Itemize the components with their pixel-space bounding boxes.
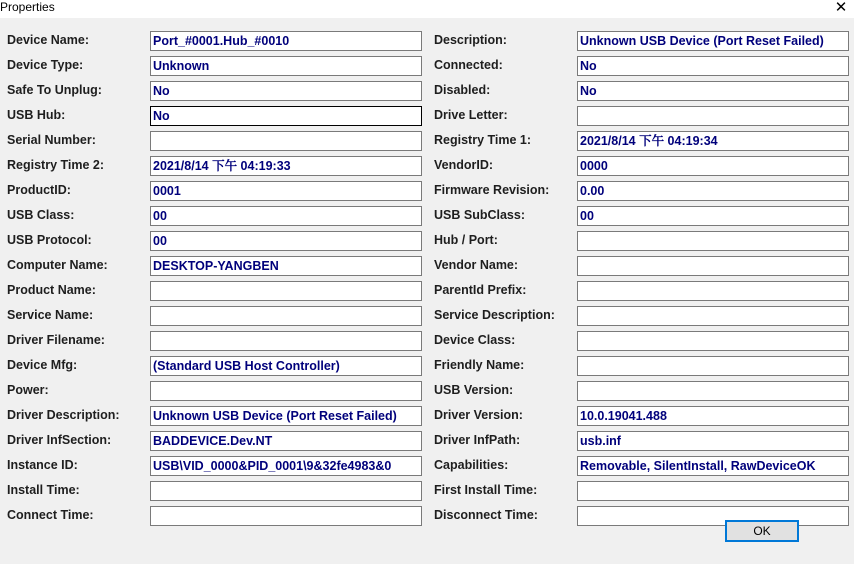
right-field-value[interactable] xyxy=(577,331,849,351)
left-field-value[interactable]: No xyxy=(150,81,422,101)
right-field-value[interactable]: 2021/8/14 下午 04:19:34 xyxy=(577,131,849,151)
right-field-label: Firmware Revision: xyxy=(434,183,550,197)
right-field-label: Disconnect Time: xyxy=(434,508,538,522)
left-field-label: USB Protocol: xyxy=(7,233,92,247)
right-field-value[interactable]: 0000 xyxy=(577,156,849,176)
right-field-label: Driver InfPath: xyxy=(434,433,521,447)
right-field-label: Description: xyxy=(434,33,507,47)
right-field-label: VendorID: xyxy=(434,158,494,172)
left-field-label: Connect Time: xyxy=(7,508,94,522)
right-field-label: USB Version: xyxy=(434,383,514,397)
title-bar xyxy=(0,0,854,18)
right-field-label: Driver Version: xyxy=(434,408,523,422)
left-field-value[interactable] xyxy=(150,381,422,401)
left-field-label: Instance ID: xyxy=(7,458,78,472)
right-field-value[interactable]: usb.inf xyxy=(577,431,849,451)
left-field-value[interactable]: 0001 xyxy=(150,181,422,201)
left-field-label: Device Name: xyxy=(7,33,89,47)
left-field-label: Power: xyxy=(7,383,49,397)
left-field-label: Device Mfg: xyxy=(7,358,78,372)
ok-button[interactable]: OK xyxy=(725,520,799,542)
left-field-value[interactable] xyxy=(150,481,422,501)
right-field-value[interactable]: 0.00 xyxy=(577,181,849,201)
left-field-value[interactable]: No xyxy=(150,106,422,126)
right-field-value[interactable] xyxy=(577,306,849,326)
left-field-label: Driver Description: xyxy=(7,408,120,422)
right-field-label: USB SubClass: xyxy=(434,208,525,222)
left-field-label: Install Time: xyxy=(7,483,80,497)
right-field-value[interactable]: No xyxy=(577,81,849,101)
left-field-label: Computer Name: xyxy=(7,258,108,272)
left-field-label: Driver InfSection: xyxy=(7,433,112,447)
left-field-label: Safe To Unplug: xyxy=(7,83,102,97)
window-title: Properties xyxy=(0,0,55,14)
left-field-value[interactable] xyxy=(150,281,422,301)
right-field-label: Friendly Name: xyxy=(434,358,525,372)
right-field-label: Drive Letter: xyxy=(434,108,508,122)
right-field-label: First Install Time: xyxy=(434,483,538,497)
right-field-label: Disabled: xyxy=(434,83,491,97)
left-field-label: Serial Number: xyxy=(7,133,96,147)
left-field-value[interactable] xyxy=(150,331,422,351)
left-field-value[interactable]: Unknown USB Device (Port Reset Failed) xyxy=(150,406,422,426)
left-field-label: ProductID: xyxy=(7,183,71,197)
right-field-value[interactable] xyxy=(577,506,849,526)
right-field-value[interactable] xyxy=(577,481,849,501)
right-field-label: Connected: xyxy=(434,58,503,72)
left-field-value[interactable]: (Standard USB Host Controller) xyxy=(150,356,422,376)
left-field-label: USB Hub: xyxy=(7,108,66,122)
left-field-label: Service Name: xyxy=(7,308,94,322)
left-field-value[interactable]: 2021/8/14 下午 04:19:33 xyxy=(150,156,422,176)
left-field-value[interactable]: 00 xyxy=(150,206,422,226)
right-field-label: Device Class: xyxy=(434,333,516,347)
left-field-label: Driver Filename: xyxy=(7,333,105,347)
left-field-value[interactable]: 00 xyxy=(150,231,422,251)
right-field-label: Vendor Name: xyxy=(434,258,519,272)
left-field-value[interactable]: Unknown xyxy=(150,56,422,76)
left-field-label: Registry Time 2: xyxy=(7,158,105,172)
right-field-value[interactable]: No xyxy=(577,56,849,76)
left-field-value[interactable]: Port_#0001.Hub_#0010 xyxy=(150,31,422,51)
right-field-label: ParentId Prefix: xyxy=(434,283,527,297)
right-field-value[interactable] xyxy=(577,106,849,126)
right-field-value[interactable] xyxy=(577,231,849,251)
right-field-value[interactable] xyxy=(577,381,849,401)
left-field-value[interactable] xyxy=(150,506,422,526)
properties-panel xyxy=(0,18,854,564)
left-field-value[interactable] xyxy=(150,131,422,151)
right-field-value[interactable] xyxy=(577,356,849,376)
right-field-value[interactable] xyxy=(577,256,849,276)
right-field-value[interactable] xyxy=(577,281,849,301)
left-field-label: USB Class: xyxy=(7,208,75,222)
right-field-label: Registry Time 1: xyxy=(434,133,532,147)
left-field-value[interactable]: USB\VID_0000&PID_0001\9&32fe4983&0 xyxy=(150,456,422,476)
right-field-value[interactable]: 00 xyxy=(577,206,849,226)
left-field-label: Device Type: xyxy=(7,58,84,72)
left-field-value[interactable] xyxy=(150,306,422,326)
right-field-value[interactable]: 10.0.19041.488 xyxy=(577,406,849,426)
right-field-value[interactable]: Unknown USB Device (Port Reset Failed) xyxy=(577,31,849,51)
right-field-value[interactable]: Removable, SilentInstall, RawDeviceOK xyxy=(577,456,849,476)
left-field-label: Product Name: xyxy=(7,283,96,297)
left-field-value[interactable]: DESKTOP-YANGBEN xyxy=(150,256,422,276)
left-field-value[interactable]: BADDEVICE.Dev.NT xyxy=(150,431,422,451)
close-icon[interactable]: ✕ xyxy=(834,0,848,16)
right-field-label: Capabilities: xyxy=(434,458,509,472)
right-field-label: Service Description: xyxy=(434,308,555,322)
right-field-label: Hub / Port: xyxy=(434,233,498,247)
